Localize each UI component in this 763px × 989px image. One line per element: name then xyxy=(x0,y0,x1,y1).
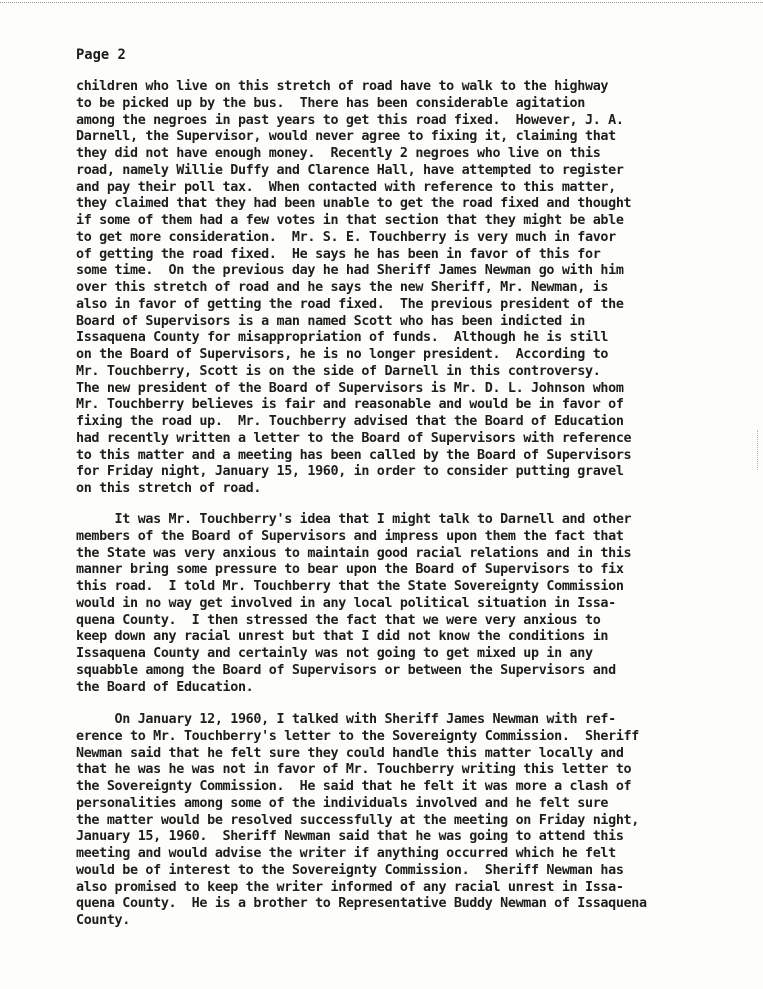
text-line: the matter would be resolved successfully at the meeting on Friday night, xyxy=(76,812,639,828)
text-line: some time. On the previous day he had Sheriff James Newman go with him xyxy=(76,263,624,279)
text-line: Newman said that he felt sure they could handle this matter locally and xyxy=(76,745,624,761)
text-line: would in no way get involved in any local political situation in Issa- xyxy=(76,595,616,611)
paragraph-road-agitation xyxy=(76,79,748,498)
text-line: members of the Board of Supervisors and impress upon them the fact that xyxy=(76,528,624,544)
text-line: over this stretch of road and he says the new Sheriff, Mr. Newman, is xyxy=(76,280,609,295)
text-line: if some of them had a few votes in that section that they might be able xyxy=(76,213,624,228)
text-line: this road. I told Mr. Touchberry that the State Sovereignty Commission xyxy=(76,579,624,594)
text-line: for Friday night, January 15, 1960, in order to consider putting gravel xyxy=(76,464,624,480)
text-line: manner bring some pressure to bear upon the Board of Supervisors to fix xyxy=(76,562,624,578)
text-line: to be picked up by the bus. There has been considerable agitation xyxy=(76,95,585,111)
text-line: quena County. He is a brother to Representative Buddy Newman of Issaquena xyxy=(76,896,647,912)
paragraph-sheriff-newman xyxy=(76,712,748,930)
text-line: to this matter and a meeting has been called by the Board of Supervisors xyxy=(76,447,632,463)
text-line: and pay their poll tax. When contacted with reference to this matter, xyxy=(76,179,616,195)
text-line: On January 12, 1960, I talked with Sheriff James Newman with ref- xyxy=(76,712,616,727)
text-line: meeting and would advise the writer if anything occurred which he felt xyxy=(76,846,616,861)
text-line: the Board of Education. xyxy=(76,679,254,695)
text-line: road, namely Willie Duffy and Clarence Hall, have attempted to register xyxy=(76,162,624,178)
text-line: erence to Mr. Touchberry's letter to the Sovereignty Commission. Sheriff xyxy=(76,728,639,744)
text-line: Mr. Touchberry, Scott is on the side of Darnell in this controversy. xyxy=(76,363,601,379)
top-dotted-rule xyxy=(0,2,763,3)
text-line: among the negroes in past years to get this road fixed. However, J. A. xyxy=(76,112,624,128)
text-line: quena County. I then stressed the fact that we were very anxious to xyxy=(76,612,601,628)
text-line: they did not have enough money. Recently 2 negroes who live on this xyxy=(76,146,601,161)
paragraph-touchberry-idea xyxy=(76,512,748,696)
text-line: Darnell, the Supervisor, would never agree to fixing it, claiming that xyxy=(76,129,616,145)
text-line: on this stretch of road. xyxy=(76,481,262,496)
text-line: on the Board of Supervisors, he is no longer president. According to xyxy=(76,347,609,362)
text-line: that he was he was not in favor of Mr. Touchberry writing this letter to xyxy=(76,762,632,778)
text-line: would be of interest to the Sovereignty Commission. Sheriff Newman has xyxy=(76,862,624,878)
text-line: Mr. Touchberry believes is fair and reasonable and would be in favor of xyxy=(76,397,624,413)
text-line: of getting the road fixed. He says he has been in favor of this for xyxy=(76,246,601,262)
text-line: January 15, 1960. Sheriff Newman said that he was going to attend this xyxy=(76,829,624,845)
text-line: the Sovereignty Commission. He said that he felt it was more a clash of xyxy=(76,779,632,794)
text-line: to get more consideration. Mr. S. E. Touchberry is very much in favor xyxy=(76,229,616,245)
text-line: had recently written a letter to the Board of Supervisors with reference xyxy=(76,430,632,446)
text-line: also promised to keep the writer informed of any racial unrest in Issa- xyxy=(76,879,624,895)
text-line: The new president of the Board of Supervisors is Mr. D. L. Johnson whom xyxy=(76,380,624,396)
text-line: children who live on this stretch of road have to walk to the highway xyxy=(76,79,609,94)
text-line: Issaquena County and certainly was not going to get mixed up in any xyxy=(76,646,593,661)
text-line: they claimed that they had been unable to get the road fixed and thought xyxy=(76,196,632,212)
text-line: personalities among some of the individuals involved and he felt sure xyxy=(76,795,609,811)
text-line: the State was very anxious to maintain good racial relations and in this xyxy=(76,545,632,561)
text-line: Board of Supervisors is a man named Scott who has been indicted in xyxy=(76,313,585,329)
text-line: It was Mr. Touchberry's idea that I might talk to Darnell and other xyxy=(76,512,632,527)
text-line: fixing the road up. Mr. Touchberry advised that the Board of Education xyxy=(76,414,624,429)
text-line: keep down any racial unrest but that I did not know the conditions in xyxy=(76,629,609,645)
margin-scan-marks xyxy=(757,430,762,470)
text-line: Issaquena County for misappropriation of funds. Although he is still xyxy=(76,330,609,346)
page-number-label: Page 2 xyxy=(76,47,126,63)
text-line: also in favor of getting the road fixed. The previous president of the xyxy=(76,296,624,312)
text-line: squabble among the Board of Supervisors or between the Supervisors and xyxy=(76,662,616,678)
text-line: County. xyxy=(76,913,130,928)
